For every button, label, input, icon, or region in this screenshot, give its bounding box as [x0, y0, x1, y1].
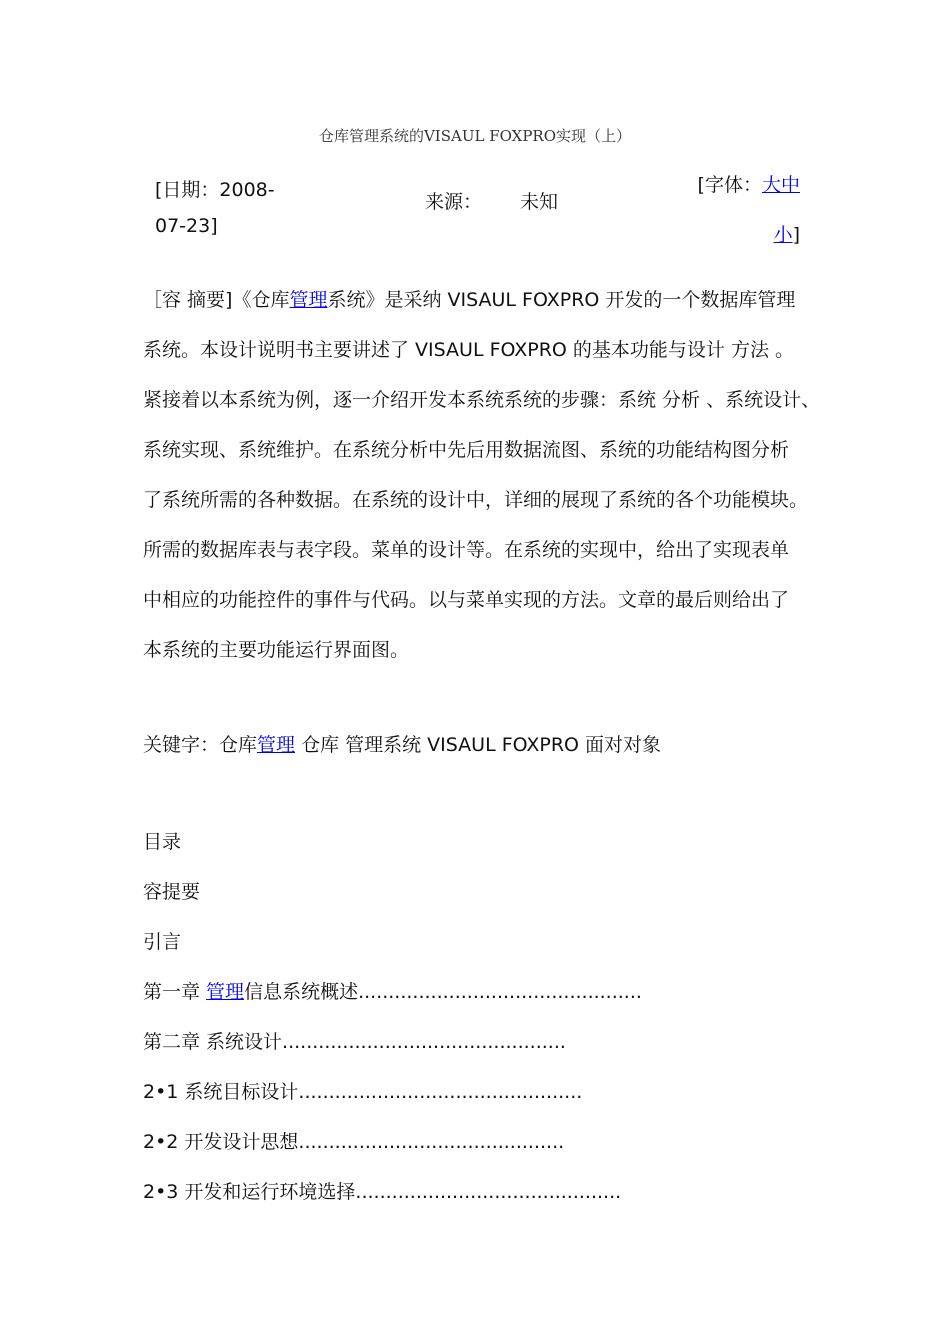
toc-chapter-1-post: 信息系统概述............................................... — [244, 981, 642, 1003]
toc-item-abstract: 容提要 — [143, 881, 201, 903]
abstract-line-1-pre: ［容 摘要]《仓库 — [143, 289, 290, 311]
date-line-1: [日期：2008- — [155, 179, 275, 201]
article-date — [155, 172, 295, 244]
abstract-line-7: 中相应的功能控件的事件与代码。以与菜单实现的方法。文章的最后则给出了 — [143, 589, 790, 611]
keywords-management-link[interactable]: 管理 — [257, 734, 296, 756]
source-label: 来源： — [425, 191, 483, 213]
toc-item-introduction: 引言 — [143, 931, 182, 953]
abstract-line-4: 系统实现、系统维护。在系统分析中先后用数据流图、系统的功能结构图分析 — [143, 439, 790, 461]
font-medium-link[interactable]: 中 — [780, 174, 800, 196]
toc-item-chapter-2: 第二章 系统设计............................................... — [143, 1031, 566, 1053]
toc-heading: 目录 — [143, 831, 182, 853]
management-link[interactable]: 管理 — [289, 289, 328, 311]
table-of-contents — [143, 817, 642, 1217]
abstract-section — [143, 275, 823, 675]
font-small-link[interactable]: 小 — [773, 224, 793, 246]
keywords-post: 仓库 管理系统 VISAUL FOXPRO 面对对象 — [295, 734, 662, 756]
font-size-selector — [690, 160, 800, 260]
article-source — [425, 184, 558, 220]
article-title: 仓库管理系统的VISAUL FOXPRO实现（上） — [318, 127, 632, 145]
keywords-line — [143, 720, 661, 770]
abstract-line-1 — [143, 275, 823, 325]
keywords-pre: 关键字：仓库 — [143, 734, 258, 756]
toc-item-2-1: 2•1 系统目标设计............................................... — [143, 1081, 583, 1103]
source-value: 未知 — [520, 191, 559, 213]
abstract-line-3: 紧接着以本系统为例，逐一介绍开发本系统系统的步骤：系统 分析 、系统设计、 — [143, 389, 821, 411]
abstract-line-1-post: 系统》是采纳 VISAUL FOXPRO 开发的一个数据库管理 — [327, 289, 796, 311]
abstract-line-2: 系统。本设计说明书主要讲述了 VISAUL FOXPRO 的基本功能与设计 方法 。 — [143, 339, 795, 361]
date-line-2: 07-23] — [155, 215, 218, 237]
font-large-link[interactable]: 大 — [761, 174, 781, 196]
abstract-line-5: 了系统所需的各种数据。在系统的设计中，详细的展现了系统的各个功能模块。 — [143, 489, 809, 511]
toc-item-2-2: 2•2 开发设计思想............................................ — [143, 1131, 565, 1153]
font-label: [字体： — [697, 174, 762, 196]
abstract-line-6: 所需的数据库表与表字段。菜单的设计等。在系统的实现中，给出了实现表单 — [143, 539, 790, 561]
abstract-line-8: 本系统的主要功能运行界面图。 — [143, 639, 410, 661]
font-close-bracket: ] — [792, 224, 800, 246]
toc-item-2-3: 2•3 开发和运行环境选择............................................ — [143, 1181, 622, 1203]
toc-item-chapter-1 — [143, 967, 642, 1017]
toc-chapter-1-pre: 第一章 — [143, 981, 207, 1003]
toc-management-link[interactable]: 管理 — [206, 981, 245, 1003]
